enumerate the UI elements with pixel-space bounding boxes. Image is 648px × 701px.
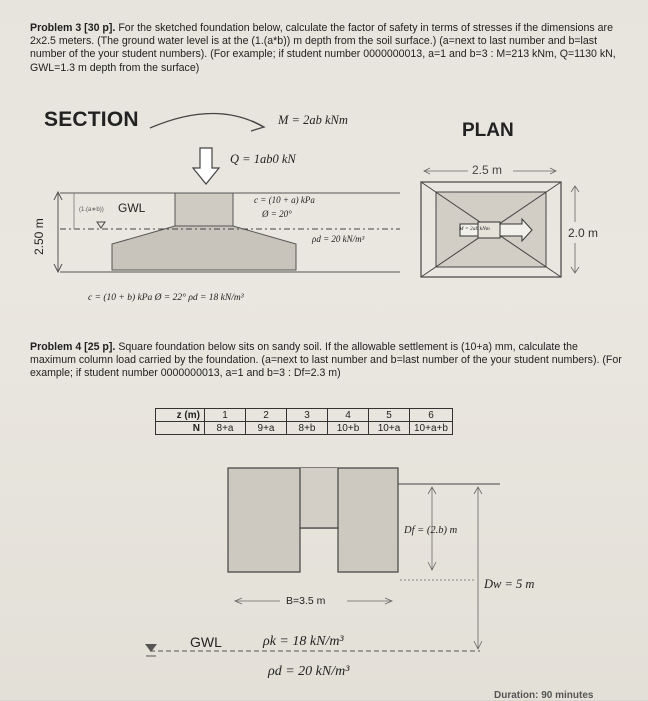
plan-moment-label: M = 2ab kNm [459,226,490,232]
n-cell: 10+a [369,422,410,435]
z-cell: 2 [246,409,287,422]
rho-k-label: ρk = 18 kN/m³ [263,634,344,649]
upper-cohesion: c = (10 + a) kPa [254,195,315,205]
n-cell: 9+a [246,422,287,435]
foundation-column [300,468,338,528]
n-header: N [156,422,205,435]
load-label: Q = 1ab0 kN [230,152,296,166]
n-cell: 8+a [205,422,246,435]
b-arrow-right [385,598,392,604]
moment-arrowhead [251,121,264,131]
problem-3-heading: Problem 3 [30 p]. [30,22,116,34]
problem-4-heading: Problem 4 [25 p]. [30,341,116,353]
df-arrow-bottom [428,562,436,570]
rho-d-label: ρd = 20 kN/m³ [268,664,350,679]
gwl-label: GWL [118,201,146,215]
upper-density: ρd = 20 kN/m³ [312,234,365,244]
column [175,193,233,226]
lower-soil-properties: c = (10 + b) kPa Ø = 22° ρd = 18 kN/m³ [88,293,244,303]
df-label: Df = (2.b) m [404,525,458,536]
z-cell: 6 [410,409,453,422]
gwl-marker-lower [145,644,157,652]
n-cell: 8+b [287,422,328,435]
problem-4-text [30,341,626,381]
b-label: B=3.5 m [286,595,326,607]
gwl-depth-label: (1.(a∗b)) [79,207,104,213]
plan-height-label: 2.0 m [568,226,599,240]
spt-table [155,408,453,435]
z-header: z (m) [156,409,205,422]
problem-3-body: For the sketched foundation below, calculate the factor of safety in terms of stresses if the dimensions are 2x2.5 meters. (The ground water level is at the (1.(a*b)) m depth from the soil surface.) (a=next to last number and b=last number of the your student numbers). (For example; if student number 0000000013, a=1 and b=3 : M=213 kNm, Q=1130 kN, GWL=1.3 m depth from the surface) [30,22,616,74]
n-cell: 10+b [328,422,369,435]
z-cell: 1 [205,409,246,422]
dw-arrow-top [474,487,482,494]
moment-label: M = 2ab kNm [278,113,348,127]
z-cell: 5 [369,409,410,422]
df-arrow-top [428,487,436,494]
z-cell: 3 [287,409,328,422]
dw-arrow-bottom [474,641,482,649]
gwl-label-lower: GWL [190,634,222,650]
dw-label: Dw = 5 m [484,577,535,591]
duration-note: Duration: 90 minutes [494,690,594,701]
z-cell: 4 [328,409,369,422]
plan-width-label: 2.5 m [472,163,503,177]
moment-arc [150,113,262,128]
section-title: SECTION [44,108,139,131]
load-arrow [193,148,219,184]
table-row-n [156,422,453,435]
b-arrow-left [235,598,242,604]
table-row-z [156,409,453,422]
section-plan-figure [0,0,648,340]
depth-label: 2.50 m [32,218,46,255]
problem-4-body: Square foundation below sits on sandy soil. If the allowable settlement is (10+a) mm, calculate the maximum column load carried by the foundation. (a=next to last number and b=last number of the your student numbers). (For example; if student number 0000000013, a=1 and b=3 : Df=2.3 m) [30,341,622,380]
plan-title: PLAN [462,120,514,141]
foundation-body [228,468,398,572]
footing [112,226,296,270]
upper-friction-angle: Ø = 20° [262,209,292,219]
n-cell: 10+a+b [410,422,453,435]
gwl-marker [97,222,105,228]
